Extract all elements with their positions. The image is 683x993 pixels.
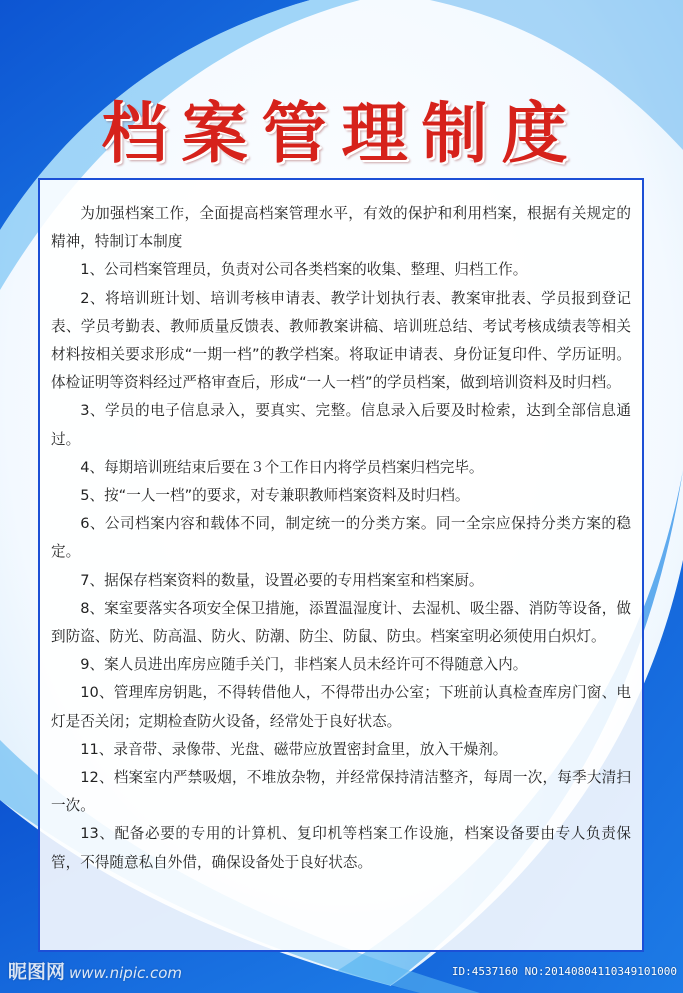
- rule-item: 1、公司档案管理员，负责对公司各类档案的收集、整理、归档工作。: [80, 261, 528, 279]
- rule-item: 7、据保存档案资料的数量，设置必要的专用档案室和档案厨。: [80, 571, 484, 589]
- watermark-domain: www.nipic.com: [69, 964, 183, 982]
- rule-item: 6、公司档案内容和载体不同，制定统一的分类方案。同一全宗应保持分类方案的稳定。: [51, 515, 631, 561]
- rule-item: 10、管理库房钥匙，不得转借他人，不得带出办公室；下班前认真检查库房门窗、电灯是否关闭；定期检查防火设备，经常处于良好状态。: [51, 684, 631, 730]
- rule-item: 11、录音带、录像带、光盘、磁带应放置密封盒里，放入干燥剂。: [80, 740, 508, 758]
- rule-item: 3、学员的电子信息录入，要真实、完整。信息录入后要及时检索，达到全部信息通过。: [51, 402, 631, 448]
- watermark-id: ID:4537160 NO:20140804110349101000: [451, 965, 677, 978]
- rule-item: 2、将培训班计划、培训考核申请表、教学计划执行表、教案审批表、学员报到登记表、学员考勤表、教师质量反馈表、教师教案讲稿、培训班总结、考试考核成绩表等相关材料按相关要求形成“一期一档”的教学档案。将取证申请表、身份证复印件、学历证明。体检证明等资料经过严格审查后，形成“一人一档”的学员档案，做到培训资料及时归档。: [51, 289, 631, 392]
- watermark-logo: [8, 958, 182, 986]
- intro-paragraph: 为加强档案工作，全面提高档案管理水平，有效的保护和利用档案，根据有关规定的精神，特制订本制度: [51, 205, 631, 251]
- rule-item: 13、配备必要的专用的计算机、复印机等档案工作设施，档案设备要由专人负责保管，不得随意私自外借，确保设备处于良好状态。: [51, 825, 631, 871]
- regulation-body: [51, 200, 631, 877]
- rule-item: 8、案室要落实各项安全保卫措施，添置温湿度计、去湿机、吸尘器、消防等设备，做到防盗、防光、防高温、防火、防潮、防尘、防鼠、防虫。档案室明必须使用白炽灯。: [51, 599, 631, 646]
- rule-item: 9、案人员进出库房应随手关门，非档案人员未经许可不得随意入内。: [80, 656, 528, 674]
- rule-item: 4、每期培训班结束后要在３个工作日内将学员档案归档完毕。: [80, 458, 484, 476]
- rule-item: 12、档案室内严禁吸烟，不堆放杂物，并经常保持清洁整齐，每周一次，每季大清扫一次。: [51, 769, 631, 815]
- watermark-brand: 昵图网: [8, 961, 66, 983]
- page-title: 档案管理制度: [101, 94, 582, 172]
- rule-item: 5、按“一人一档”的要求，对专兼职教师档案资料及时归档。: [80, 487, 470, 505]
